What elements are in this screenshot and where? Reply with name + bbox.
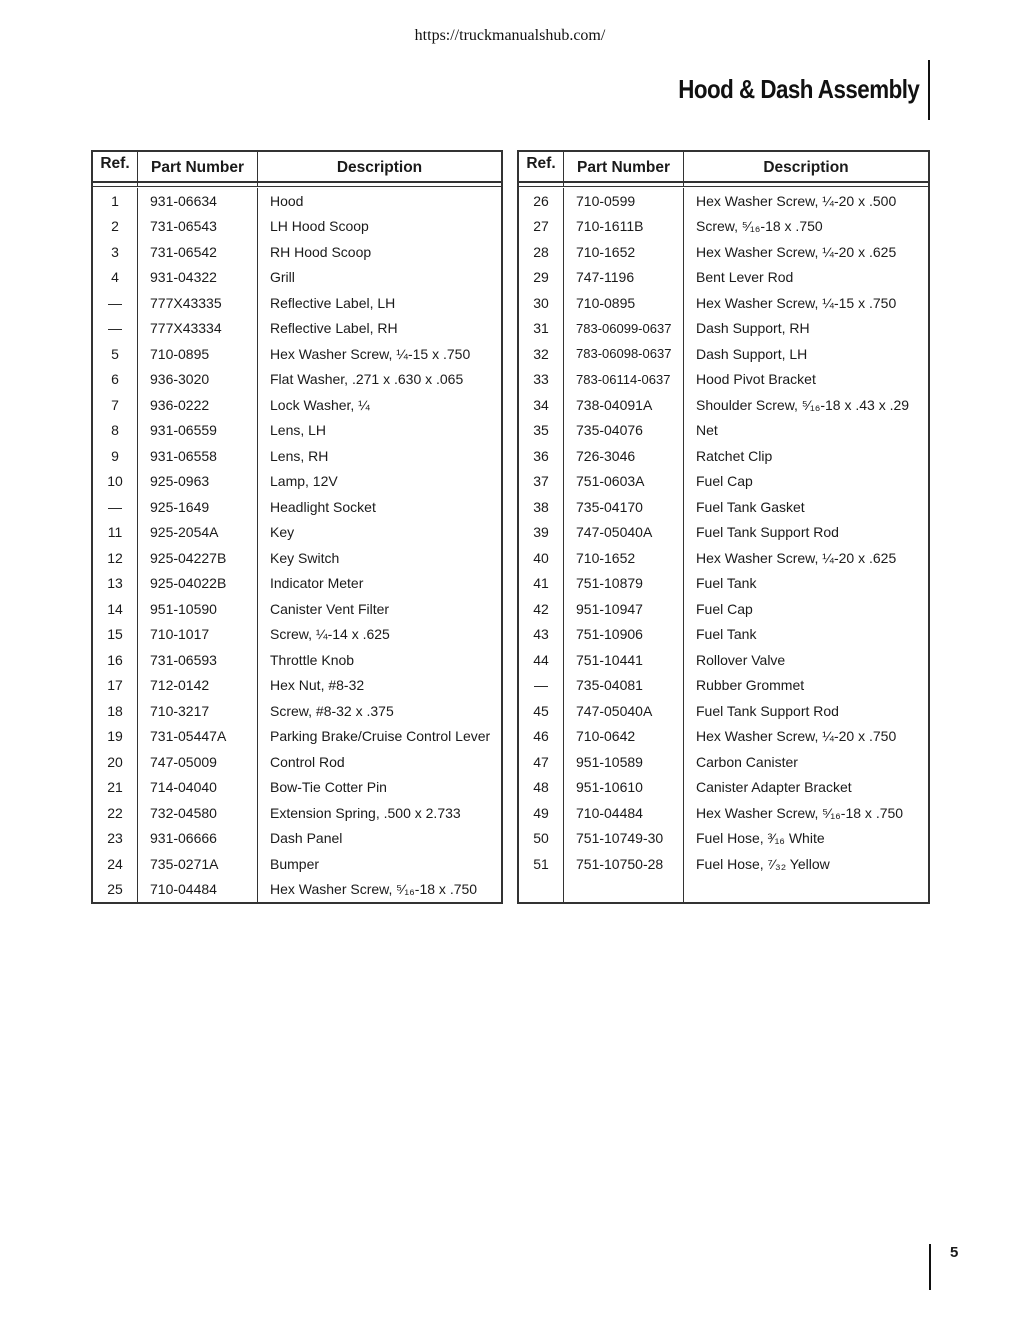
- description-cell: Bent Lever Rod: [696, 269, 794, 286]
- part-number-cell: 731-05447A: [138, 724, 258, 750]
- description-cell: Carbon Canister: [696, 753, 798, 770]
- part-number-cell: 925-1649: [138, 494, 258, 520]
- table-row: [519, 749, 928, 775]
- empty-cell: [519, 877, 564, 902]
- part-number-cell: 710-1611B: [564, 214, 684, 240]
- column-header-description: Description: [763, 158, 849, 176]
- part-number-cell: 951-10610: [564, 775, 684, 801]
- ref-cell: 37: [519, 469, 564, 495]
- part-number-cell: 751-10441: [564, 647, 684, 673]
- ref-cell: 45: [519, 698, 564, 724]
- description-cell: Screw, ¼-14 x .625: [270, 626, 390, 643]
- description-cell: Reflective Label, RH: [270, 320, 398, 337]
- parts-table-right: [517, 150, 930, 904]
- ref-cell: 51: [519, 851, 564, 877]
- ref-cell: 19: [93, 724, 138, 750]
- part-number-cell: 777X43334: [138, 316, 258, 342]
- description-cell: Hex Washer Screw, ¼-15 x .750: [696, 294, 897, 311]
- table-row: [93, 545, 501, 571]
- description-cell: Fuel Hose, ⁷⁄₃₂ Yellow: [696, 855, 830, 872]
- ref-cell: 27: [519, 214, 564, 240]
- description-cell: Fuel Tank Gasket: [696, 498, 805, 515]
- table-row: [93, 214, 501, 240]
- table-row: [93, 877, 501, 903]
- ref-cell: 43: [519, 622, 564, 648]
- ref-cell: 22: [93, 800, 138, 826]
- part-number-cell: 925-04227B: [138, 545, 258, 571]
- ref-cell: 8: [93, 418, 138, 444]
- ref-cell: 36: [519, 443, 564, 469]
- ref-cell: 2: [93, 214, 138, 240]
- source-url: https://truckmanualshub.com/: [414, 27, 606, 44]
- ref-cell: 34: [519, 392, 564, 418]
- ref-cell: 25: [93, 877, 138, 903]
- part-number-cell: 710-1652: [564, 545, 684, 571]
- ref-cell: 1: [93, 188, 138, 214]
- part-number-cell: 735-0271A: [138, 851, 258, 877]
- part-number-cell: 931-06666: [138, 826, 258, 852]
- part-number-cell: 747-1196: [564, 265, 684, 291]
- description-cell: Parking Brake/Cruise Control Lever: [270, 728, 491, 745]
- ref-cell: 15: [93, 622, 138, 648]
- description-cell: Screw, ⁵⁄₁₆-18 x .750: [696, 218, 823, 235]
- page-title: Hood & Dash Assembly: [677, 74, 919, 104]
- table-row: [519, 724, 928, 750]
- description-cell: Throttle Knob: [270, 651, 355, 668]
- table-row: [519, 800, 928, 826]
- ref-cell: 26: [519, 188, 564, 214]
- part-number-cell: 783-06114-0637: [564, 367, 684, 393]
- ref-cell: 32: [519, 341, 564, 367]
- description-cell: Rubber Grommet: [696, 677, 805, 694]
- part-number-cell: 735-04081: [564, 673, 684, 699]
- part-number-cell: 710-04484: [564, 800, 684, 826]
- part-number-cell: 751-10906: [564, 622, 684, 648]
- empty-row: [519, 877, 928, 902]
- description-cell: Lamp, 12V: [270, 473, 338, 490]
- ref-cell: 23: [93, 826, 138, 852]
- description-cell: Fuel Tank: [696, 575, 757, 592]
- description-cell: Hood: [270, 192, 304, 209]
- table-row: [519, 239, 928, 265]
- description-cell: Lens, LH: [270, 422, 327, 439]
- table-row: [93, 187, 501, 214]
- parts-table-left: [91, 150, 503, 904]
- table-row: [519, 341, 928, 367]
- description-cell: Control Rod: [270, 753, 345, 770]
- ref-cell: 6: [93, 367, 138, 393]
- table-row: [519, 469, 928, 495]
- table-row: [519, 826, 928, 852]
- part-number-cell: 951-10590: [138, 596, 258, 622]
- ref-cell: 21: [93, 775, 138, 801]
- part-number-cell: 710-0895: [564, 290, 684, 316]
- part-number-cell: 931-04322: [138, 265, 258, 291]
- table-row: [519, 520, 928, 546]
- table-row: [93, 622, 501, 648]
- ref-cell: 4: [93, 265, 138, 291]
- description-cell: Key Switch: [270, 549, 340, 566]
- ref-cell: 14: [93, 596, 138, 622]
- ref-cell: 16: [93, 647, 138, 673]
- table-row: [93, 469, 501, 495]
- table-row: [93, 724, 501, 750]
- part-number-cell: 751-10879: [564, 571, 684, 597]
- part-number-cell: 936-3020: [138, 367, 258, 393]
- description-cell: Screw, #8-32 x .375: [270, 702, 394, 719]
- part-number-cell: 731-06543: [138, 214, 258, 240]
- description-cell: Hex Nut, #8-32: [270, 677, 365, 694]
- ref-cell: 18: [93, 698, 138, 724]
- table-row: [93, 520, 501, 546]
- ref-cell: 9: [93, 443, 138, 469]
- ref-cell: 20: [93, 749, 138, 775]
- part-number-cell: 925-0963: [138, 469, 258, 495]
- description-cell: Hex Washer Screw, ¼-20 x .625: [696, 549, 897, 566]
- ref-cell: 35: [519, 418, 564, 444]
- table-row: [93, 392, 501, 418]
- table-row: [519, 494, 928, 520]
- description-cell: Grill: [270, 269, 295, 286]
- part-number-cell: 710-1652: [564, 239, 684, 265]
- table-row: [519, 367, 928, 393]
- table-row: [93, 698, 501, 724]
- description-cell: Canister Vent Filter: [270, 600, 390, 617]
- description-cell: Reflective Label, LH: [270, 294, 396, 311]
- table-row: [519, 290, 928, 316]
- table-row: [93, 239, 501, 265]
- table-row: [93, 596, 501, 622]
- table-row: [519, 443, 928, 469]
- table-row: [93, 367, 501, 393]
- part-number-cell: 731-06542: [138, 239, 258, 265]
- table-row: [93, 571, 501, 597]
- description-cell: Headlight Socket: [270, 498, 376, 515]
- table-row: [519, 596, 928, 622]
- table-body: [519, 187, 928, 902]
- part-number-cell: 931-06559: [138, 418, 258, 444]
- ref-cell: 28: [519, 239, 564, 265]
- table-row: [519, 214, 928, 240]
- description-cell: Hex Washer Screw, ⁵⁄₁₆-18 x .750: [696, 804, 904, 821]
- part-number-cell: 726-3046: [564, 443, 684, 469]
- table-header: [93, 152, 501, 183]
- description-cell: Hex Washer Screw, ⁵⁄₁₆-18 x .750: [270, 881, 478, 898]
- table-row: [93, 290, 501, 316]
- part-number-cell: 751-10749-30: [564, 826, 684, 852]
- description-cell: Lens, RH: [270, 447, 329, 464]
- part-number-cell: 738-04091A: [564, 392, 684, 418]
- empty-cell: [564, 877, 684, 902]
- table-row: [93, 341, 501, 367]
- table-row: [519, 187, 928, 214]
- description-cell: Hex Washer Screw, ¼-20 x .625: [696, 243, 897, 260]
- description-cell: Fuel Tank Support Rod: [696, 524, 839, 541]
- part-number-cell: 747-05009: [138, 749, 258, 775]
- description-cell: RH Hood Scoop: [270, 243, 372, 260]
- description-cell: Net: [696, 422, 718, 439]
- column-header-ref: Ref.: [519, 152, 564, 181]
- description-cell: Hood Pivot Bracket: [696, 371, 816, 388]
- part-number-cell: 714-04040: [138, 775, 258, 801]
- description-cell: Fuel Cap: [696, 600, 753, 617]
- part-number-cell: 931-06634: [138, 188, 258, 214]
- table-row: [519, 265, 928, 291]
- part-number-cell: 925-04022B: [138, 571, 258, 597]
- ref-cell: 49: [519, 800, 564, 826]
- part-number-cell: 783-06099-0637: [564, 316, 684, 342]
- description-cell: Rollover Valve: [696, 651, 786, 668]
- part-number-cell: 710-0895: [138, 341, 258, 367]
- table-row: [519, 698, 928, 724]
- table-row: [93, 826, 501, 852]
- table-row: [93, 647, 501, 673]
- table-row: [519, 418, 928, 444]
- table-header: [519, 152, 928, 183]
- ref-cell: 10: [93, 469, 138, 495]
- table-row: [93, 265, 501, 291]
- column-header-ref: Ref.: [93, 152, 138, 181]
- part-number-cell: 925-2054A: [138, 520, 258, 546]
- ref-cell: 44: [519, 647, 564, 673]
- table-row: [519, 851, 928, 877]
- description-cell: Shoulder Screw, ⁵⁄₁₆-18 x .43 x .29: [696, 396, 910, 413]
- description-cell: Fuel Hose, ³⁄₁₆ White: [696, 830, 825, 847]
- part-number-cell: 783-06098-0637: [564, 341, 684, 367]
- ref-cell: 13: [93, 571, 138, 597]
- empty-cell: [684, 877, 928, 902]
- column-header-part-number: Part Number: [138, 152, 258, 181]
- ref-cell: 30: [519, 290, 564, 316]
- description-cell: Key: [270, 524, 295, 541]
- part-number-cell: 777X43335: [138, 290, 258, 316]
- column-header-description: Description: [336, 158, 423, 176]
- part-number-cell: 712-0142: [138, 673, 258, 699]
- part-number-cell: 710-04484: [138, 877, 258, 903]
- part-number-cell: 731-06593: [138, 647, 258, 673]
- ref-cell: 47: [519, 749, 564, 775]
- table-row: [519, 647, 928, 673]
- description-cell: Dash Panel: [270, 830, 343, 847]
- ref-cell: 29: [519, 265, 564, 291]
- table-row: [93, 673, 501, 699]
- part-number-cell: 735-04076: [564, 418, 684, 444]
- description-cell: Fuel Cap: [696, 473, 753, 490]
- description-cell: Hex Washer Screw, ¼-20 x .500: [696, 192, 897, 209]
- ref-cell: 40: [519, 545, 564, 571]
- description-cell: Hex Washer Screw, ¼-20 x .750: [696, 728, 897, 745]
- table-row: [93, 749, 501, 775]
- ref-cell: 33: [519, 367, 564, 393]
- ref-cell: —: [93, 494, 138, 520]
- description-cell: Hex Washer Screw, ¼-15 x .750: [270, 345, 471, 362]
- description-cell: Bow-Tie Cotter Pin: [270, 779, 387, 796]
- part-number-cell: 710-1017: [138, 622, 258, 648]
- page-divider: [929, 1244, 931, 1290]
- ref-cell: —: [93, 316, 138, 342]
- ref-cell: 17: [93, 673, 138, 699]
- ref-cell: 50: [519, 826, 564, 852]
- description-cell: Fuel Tank: [696, 626, 757, 643]
- part-number-cell: 751-10750-28: [564, 851, 684, 877]
- ref-cell: 12: [93, 545, 138, 571]
- ref-cell: 31: [519, 316, 564, 342]
- description-cell: Canister Adapter Bracket: [696, 779, 852, 796]
- table-row: [93, 800, 501, 826]
- table-row: [93, 494, 501, 520]
- table-row: [93, 851, 501, 877]
- table-row: [93, 418, 501, 444]
- part-number-cell: 710-0642: [564, 724, 684, 750]
- part-number-cell: 732-04580: [138, 800, 258, 826]
- part-number-cell: 735-04170: [564, 494, 684, 520]
- table-row: [93, 775, 501, 801]
- description-cell: Bumper: [270, 855, 320, 872]
- part-number-cell: 951-10947: [564, 596, 684, 622]
- ref-cell: 41: [519, 571, 564, 597]
- description-cell: Dash Support, RH: [696, 320, 810, 337]
- description-cell: LH Hood Scoop: [270, 218, 369, 235]
- part-number-cell: 936-0222: [138, 392, 258, 418]
- page-number: 5: [950, 1244, 959, 1261]
- table-row: [93, 316, 501, 342]
- ref-cell: 3: [93, 239, 138, 265]
- description-cell: Dash Support, LH: [696, 345, 808, 362]
- table-row: [519, 392, 928, 418]
- ref-cell: 46: [519, 724, 564, 750]
- ref-cell: 24: [93, 851, 138, 877]
- table-row: [519, 545, 928, 571]
- table-row: [519, 775, 928, 801]
- table-row: [519, 571, 928, 597]
- description-cell: Indicator Meter: [270, 575, 364, 592]
- table-row: [519, 316, 928, 342]
- part-number-cell: 951-10589: [564, 749, 684, 775]
- description-cell: Flat Washer, .271 x .630 x .065: [270, 371, 464, 388]
- ref-cell: —: [93, 290, 138, 316]
- part-number-cell: 710-3217: [138, 698, 258, 724]
- ref-cell: 7: [93, 392, 138, 418]
- title-divider: [928, 60, 930, 120]
- ref-cell: 42: [519, 596, 564, 622]
- table-row: [519, 673, 928, 699]
- ref-cell: 5: [93, 341, 138, 367]
- ref-cell: 48: [519, 775, 564, 801]
- description-cell: Fuel Tank Support Rod: [696, 702, 839, 719]
- part-number-cell: 931-06558: [138, 443, 258, 469]
- ref-cell: 38: [519, 494, 564, 520]
- description-cell: Extension Spring, .500 x 2.733: [270, 804, 461, 821]
- part-number-cell: 710-0599: [564, 188, 684, 214]
- ref-cell: 39: [519, 520, 564, 546]
- column-header-part-number: Part Number: [564, 152, 684, 181]
- part-number-cell: 751-0603A: [564, 469, 684, 495]
- ref-cell: —: [519, 673, 564, 699]
- table-row: [93, 443, 501, 469]
- description-cell: Lock Washer, ¼: [270, 396, 370, 413]
- description-cell: Ratchet Clip: [696, 447, 773, 464]
- table-row: [519, 622, 928, 648]
- ref-cell: 11: [93, 520, 138, 546]
- part-number-cell: 747-05040A: [564, 698, 684, 724]
- table-body: [93, 187, 501, 902]
- part-number-cell: 747-05040A: [564, 520, 684, 546]
